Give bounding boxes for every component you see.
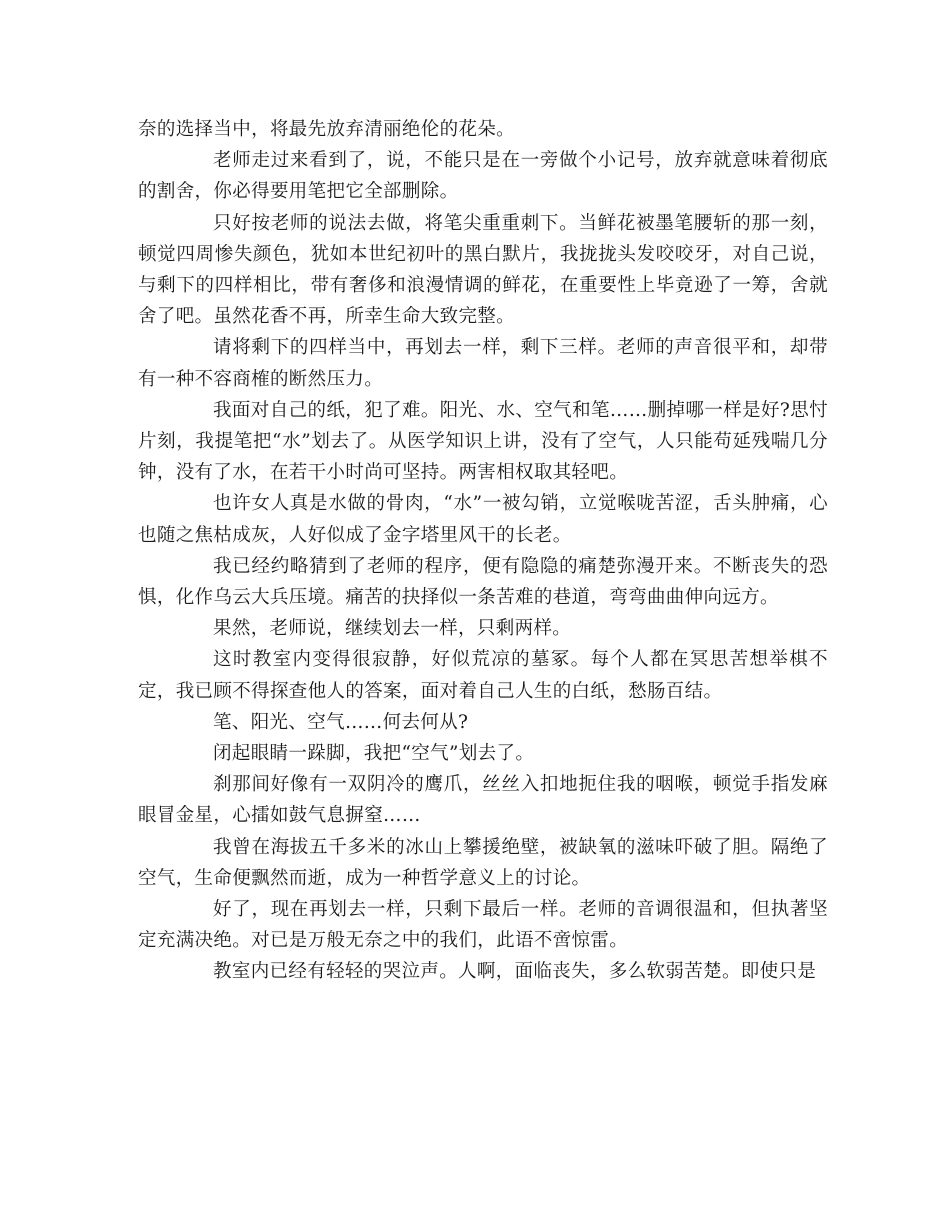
paragraph: 刹那间好像有一双阴冷的鹰爪，丝丝入扣地扼住我的咽喉，顿觉手指发麻眼冒金星，心擂如鼓气息摒窒…… xyxy=(138,774,828,827)
paragraph: 教室内已经有轻轻的哭泣声。人啊，面临丧失，多么软弱苦楚。即使只是 xyxy=(213,961,817,983)
paragraph: 只好按老师的说法去做，将笔尖重重刺下。当鲜花被墨笔腰斩的那一刻，顿觉四周惨失颜色，犹如本世纪初叶的黑白默片，我拢拢头发咬咬牙，对自己说，与剩下的四样相比，带有奢侈和浪漫情调的鲜花，在重要性上毕竟逊了一筹，舍就舍了吧。虽然花香不再，所幸生命大致完整。 xyxy=(138,212,828,328)
paragraph: 也许女人真是水做的骨肉，“水”一被勾销，立觉喉咙苦涩，舌头肿痛，心也随之焦枯成灰，人好似成了金字塔里风干的长老。 xyxy=(138,493,828,546)
paragraph: 笔、阳光、空气……何去何从? xyxy=(213,711,469,733)
paragraph: 我面对自己的纸，犯了难。阳光、水、空气和笔……删掉哪一样是好?思忖片刻，我提笔把“水”划去了。从医学知识上讲，没有了空气，人只能苟延残喘几分钟，没有了水，在若干小时尚可坚持。两害相权取其轻吧。 xyxy=(138,399,828,484)
paragraph: 这时教室内变得很寂静，好似荒凉的墓冢。每个人都在冥思苦想举棋不定，我已顾不得探查他人的答案，面对着自己人生的白纸，愁肠百结。 xyxy=(138,649,828,702)
paragraph: 果然，老师说，继续划去一样，只剩两样。 xyxy=(213,618,572,640)
paragraph: 我曾在海拔五千多米的冰山上攀援绝壁，被缺氧的滋味吓破了胆。隔绝了空气，生命便飘然而逝，成为一种哲学意义上的讨论。 xyxy=(138,836,828,889)
paragraph: 老师走过来看到了，说，不能只是在一旁做个小记号，放弃就意味着彻底的割舍，你必得要用笔把它全部删除。 xyxy=(138,150,828,203)
paragraph: 请将剩下的四样当中，再划去一样，剩下三样。老师的声音很平和，却带有一种不容商榷的断然压力。 xyxy=(138,337,828,390)
paragraph: 奈的选择当中，将最先放弃清丽绝伦的花朵。 xyxy=(138,119,516,140)
paragraph: 我已经约略猜到了老师的程序，便有隐隐的痛楚弥漫开来。不断丧失的恐惧，化作乌云大兵压境。痛苦的抉择似一条苦难的巷道，弯弯曲曲伸向远方。 xyxy=(138,555,828,609)
paragraph: 好了，现在再划去一样，只剩下最后一样。老师的音调很温和，但执著坚定充满决绝。对已是万般无奈之中的我们，此语不啻惊雷。 xyxy=(138,899,828,952)
paragraph: 闭起眼睛一跺脚，我把“空气”划去了。 xyxy=(213,743,535,765)
document-body xyxy=(138,114,828,988)
